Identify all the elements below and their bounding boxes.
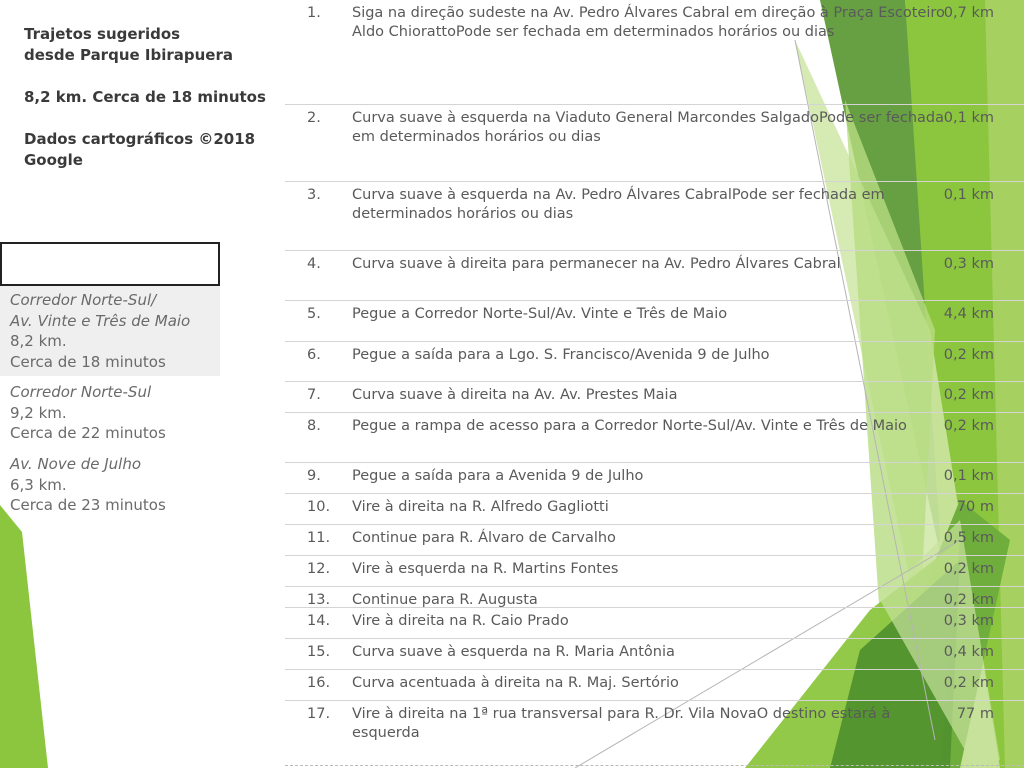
- step-number: 9.: [307, 468, 321, 484]
- direction-step[interactable]: [285, 494, 1024, 525]
- route-option-3[interactable]: [0, 450, 220, 520]
- step-text: Vire à esquerda na R. Martins Fontes: [352, 561, 619, 577]
- step-distance: 70 m: [956, 499, 994, 515]
- direction-step[interactable]: [285, 587, 1024, 608]
- route-name-line1: Av. Nove de Julho: [10, 455, 142, 473]
- step-distance: 4,4 km: [943, 306, 994, 322]
- route-time: Cerca de 22 minutos: [10, 424, 166, 442]
- summary-title-line2: desde Parque Ibirapuera: [24, 46, 233, 64]
- route-time: Cerca de 18 minutos: [10, 352, 166, 371]
- direction-step[interactable]: [285, 342, 1024, 382]
- step-text: Curva suave à esquerda na Viaduto General Marcondes SalgadoPode ser fechada em determinados horários ou dias: [352, 110, 944, 145]
- step-number: 11.: [307, 530, 331, 546]
- step-text: Curva acentuada à direita na R. Maj. Sertório: [352, 675, 679, 691]
- step-text: Continue para R. Álvaro de Carvalho: [352, 530, 616, 546]
- step-text: Curva suave à direita na Av. Av. Prestes Maia: [352, 387, 678, 403]
- step-text: Curva suave à esquerda na Av. Pedro Álvares CabralPode ser fechada em determinados horários ou dias: [352, 187, 885, 222]
- step-number: 7.: [307, 387, 321, 403]
- step-distance: 0,2 km: [943, 675, 994, 691]
- step-number: 13.: [307, 592, 331, 608]
- copyright-line2: Google: [24, 151, 83, 169]
- step-distance: 0,2 km: [943, 592, 994, 608]
- route-time: Cerca de 23 minutos: [10, 496, 166, 514]
- route-name-line2: Av. Vinte e Três de Maio: [10, 311, 191, 330]
- list-bottom-divider: [285, 765, 1024, 766]
- step-distance: 0,2 km: [943, 347, 994, 363]
- step-text: Pegue a rampa de acesso para a Corredor Norte-Sul/Av. Vinte e Três de Maio: [352, 418, 907, 434]
- step-text: Continue para R. Augusta: [352, 592, 538, 608]
- step-text: Siga na direção sudeste na Av. Pedro Álvares Cabral em direção à Praça Escoteiro Aldo ChiorattoPode ser fechada em determinados horários ou dias: [352, 5, 945, 40]
- step-distance: 0,4 km: [943, 644, 994, 660]
- step-number: 10.: [307, 499, 331, 515]
- step-number: 17.: [307, 706, 331, 722]
- direction-step[interactable]: [285, 463, 1024, 494]
- step-text: Vire à direita na 1ª rua transversal para R. Dr. Vila NovaO destino estará à esquerda: [352, 706, 891, 741]
- direction-step[interactable]: [285, 556, 1024, 587]
- left-panel: [0, 0, 285, 768]
- direction-step[interactable]: [285, 525, 1024, 556]
- direction-step[interactable]: [285, 382, 1024, 413]
- step-number: 16.: [307, 675, 331, 691]
- route-summary: [24, 24, 274, 171]
- step-text: Pegue a saída para a Lgo. S. Francisco/Avenida 9 de Julho: [352, 347, 770, 363]
- step-number: 15.: [307, 644, 331, 660]
- directions-list: [285, 0, 1024, 768]
- step-text: Curva suave à direita para permanecer na Av. Pedro Álvares Cabral: [352, 256, 841, 272]
- route-name-line1: Corredor Norte-Sul: [10, 383, 152, 401]
- step-number: 2.: [307, 110, 321, 126]
- step-distance: 0,2 km: [943, 418, 994, 434]
- direction-step[interactable]: [285, 105, 1024, 182]
- step-number: 8.: [307, 418, 321, 434]
- step-distance: 0,5 km: [943, 530, 994, 546]
- step-number: 14.: [307, 613, 331, 629]
- step-text: Pegue a Corredor Norte-Sul/Av. Vinte e Três de Maio: [352, 306, 728, 322]
- summary-title-line1: Trajetos sugeridos: [24, 25, 181, 43]
- step-number: 3.: [307, 187, 321, 203]
- direction-step[interactable]: [285, 608, 1024, 639]
- route-option-1[interactable]: [0, 286, 220, 376]
- route-distance: 8,2 km.: [10, 332, 67, 350]
- step-number: 1.: [307, 5, 321, 21]
- summary-distance-time: 8,2 km. Cerca de 18 minutos: [24, 88, 266, 106]
- step-text: Vire à direita na R. Caio Prado: [352, 613, 569, 629]
- step-number: 4.: [307, 256, 321, 272]
- route-distance: 9,2 km.: [10, 403, 67, 422]
- step-text: Pegue a saída para a Avenida 9 de Julho: [352, 468, 644, 484]
- route-name-line1: Corredor Norte-Sul/: [10, 291, 157, 309]
- route-option-2[interactable]: [0, 378, 220, 448]
- step-text: Curva suave à esquerda na R. Maria Antônia: [352, 644, 675, 660]
- step-number: 6.: [307, 347, 321, 363]
- route-search-box[interactable]: [0, 242, 220, 286]
- step-number: 12.: [307, 561, 331, 577]
- step-text: Vire à direita na R. Alfredo Gagliotti: [352, 499, 609, 515]
- direction-step[interactable]: [285, 701, 1024, 763]
- step-distance: 0,1 km: [943, 110, 994, 126]
- step-distance: 0,7 km: [943, 5, 994, 21]
- step-distance: 0,2 km: [943, 561, 994, 577]
- direction-step[interactable]: [285, 413, 1024, 463]
- step-distance: 0,1 km: [943, 187, 994, 203]
- direction-step[interactable]: [285, 251, 1024, 301]
- step-distance: 77 m: [956, 706, 994, 722]
- direction-step[interactable]: [285, 182, 1024, 251]
- step-number: 5.: [307, 306, 321, 322]
- route-distance: 6,3 km.: [10, 475, 67, 494]
- step-distance: 0,2 km: [943, 387, 994, 403]
- direction-step[interactable]: [285, 670, 1024, 701]
- step-distance: 0,1 km: [943, 468, 994, 484]
- direction-step[interactable]: [285, 301, 1024, 342]
- direction-step[interactable]: [285, 0, 1024, 105]
- copyright-line1: Dados cartográficos ©2018: [24, 130, 256, 148]
- step-distance: 0,3 km: [943, 613, 994, 629]
- direction-step[interactable]: [285, 639, 1024, 670]
- step-distance: 0,3 km: [943, 256, 994, 272]
